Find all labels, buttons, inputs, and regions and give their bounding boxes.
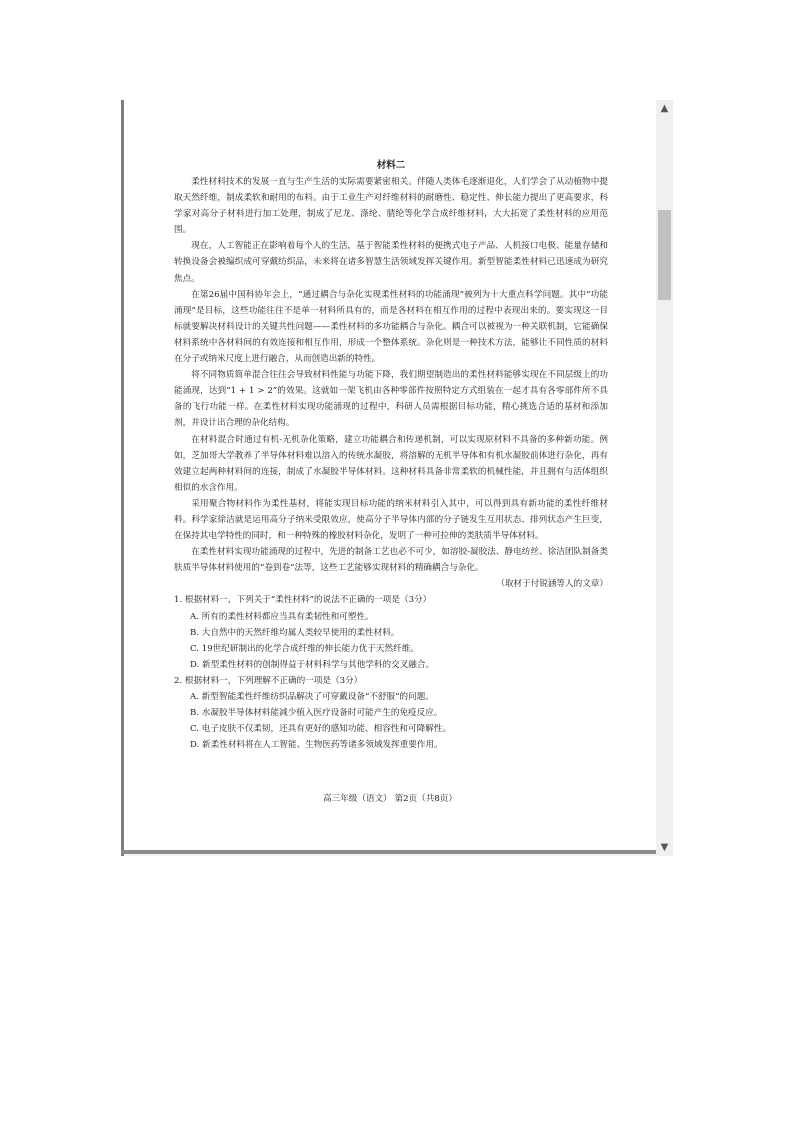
question-option: D. 新柔性材料将在人工智能、生物医药等诸多领域发挥重要作用。 (190, 740, 443, 751)
paragraph: 在柔性材料实现功能涌现的过程中，先进的制备工艺也必不可少，如溶胶-凝胶法、静电纺丝、徐洁团队制备类肤质半导体材料使用的“卷到卷”法等，这些工艺能够实现材料的精确耦合与杂化。 (174, 547, 608, 574)
question-option: A. 所有的柔性材料都应当具有柔韧性和可塑性。 (190, 611, 374, 622)
source-citation: （取材于付锐涵等人的文章） (496, 579, 608, 590)
paragraph: 柔性材料技术的发展一直与生产生活的实际需要紧密相关。伴随人类体毛逐渐退化，人们学会了从动植物中提取天然纤维，制成柔软和耐用的布料。由于工业生产对纤维材料的耐磨性、稳定性、伸长能力提出了更高要求，科学家对高分子材料进行加工处理，制成了尼龙、涤纶、腈纶等化学合成纤维材料，大大拓宽了柔性材料的应用范围。 (174, 177, 608, 236)
question-option: A. 新型智能柔性纤维纺织品解决了可穿戴设备“不舒服”的问题。 (190, 692, 434, 702)
page-shadow-left (121, 100, 124, 856)
question-option: B. 水凝胶半导体材料能减少植入医疗设备时可能产生的免疫反应。 (190, 708, 443, 719)
paragraph: 在材料混合时通过有机-无机杂化策略，建立功能耦合和传递机制，可以实现原材料不具备的多种新功能。例如，芝加哥大学教养了半导体材料难以溶入的传统水凝胶，将溶解的无机半导体和有机水凝胶前体进行杂化，再有效建立起两种材料间的连接，制成了水凝胶半导体材料。这种材料具备非常柔软的机械性能，并且拥有与活体组织相似的水含作用。 (174, 434, 608, 493)
page-content (174, 158, 608, 753)
paragraph: 现在，人工智能正在影响着每个人的生活，基于智能柔性材料的便携式电子产品、人机接口电极、能量存储和转换设备会被编织成可穿戴纺织品，未来将在诸多智慧生活领域发挥关键作用。新型智能柔性材料已迅速成为研究焦点。 (174, 241, 608, 284)
section-title: 材料二 (376, 160, 406, 171)
vertical-scrollbar[interactable] (656, 100, 673, 856)
scroll-down-arrow-icon[interactable]: ▼ (660, 842, 669, 853)
document-page (124, 100, 656, 850)
paragraph: 在第26届中国科协年会上，“通过耦合与杂化实现柔性材料的功能涌现”被列为十大重点科学问题。其中“功能涌现”是目标，这些功能往往不是单一材料所具有的，而是各材料在相互作用的过程中表现出来的。要实现这一目标就要解决材料设计的关键共性问题——柔性材料的多功能耦合与杂化。耦合可以被视为一种关联机制，它能确保材料系统中各材料间的有效连接和相互作用，形成一个整体系统。杂化则是一种技术方法，能够让不同性质的材料在分子或纳米尺度上进行融合，从而创造出新的特性。 (174, 289, 608, 365)
question-option: C. 电子皮肤不仅柔韧，还具有更好的感知功能、相容性和可降解性。 (190, 724, 451, 735)
question-option: C. 19世纪研制出的化学合成纤维的伸长能力优于天然纤维。 (190, 643, 419, 654)
question-option: D. 新型柔性材料的创制得益于材料科学与其他学科的交叉融合。 (190, 659, 435, 670)
paragraph: 将不同物质简单混合往往会导致材料性能与功能下降，我们期望制造出的柔性材料能够实现在不同层级上的功能涌现，达到“1 + 1 > 2”的效果。这就如一架飞机由各种零部件按照特定方式组装在一起才具有各零部件所不具备的飞行功能一样。在柔性材料实现功能涌现的过程中，科研人员需根据目标功能，精心挑选合适的基材和添加剂，并设计出合理的杂化结构。 (174, 370, 608, 429)
scrollbar-thumb[interactable] (658, 210, 671, 300)
scroll-up-arrow-icon[interactable]: ▲ (660, 103, 669, 114)
question-stem: 1. 根据材料一，下列关于“柔性材料”的说法不正确的一项是（3分） (174, 595, 432, 606)
question-option: B. 大自然中的天然纤维均属人类较早使用的柔性材料。 (190, 627, 400, 638)
page-shadow-bottom (121, 850, 656, 854)
paragraph: 采用聚合物材料作为柔性基材，将能实现目标功能的纳米材料引入其中，可以得到具有新功能的柔性纤维材料。科学家徐洁就是运用高分子纳米受限效应，使高分子半导体内部的分子链发生互用状态、排列状态产生巨变，在保持其电学特性的同时，和一种特殊的橡胶材料杂化，发明了一种可拉伸的类肤质半导体材料。 (174, 498, 608, 542)
page-footer: 高三年级（语文） 第2页（共8页） (323, 794, 457, 804)
question-stem: 2. 根据材料一，下列理解不正确的一项是（3分） (174, 675, 363, 686)
